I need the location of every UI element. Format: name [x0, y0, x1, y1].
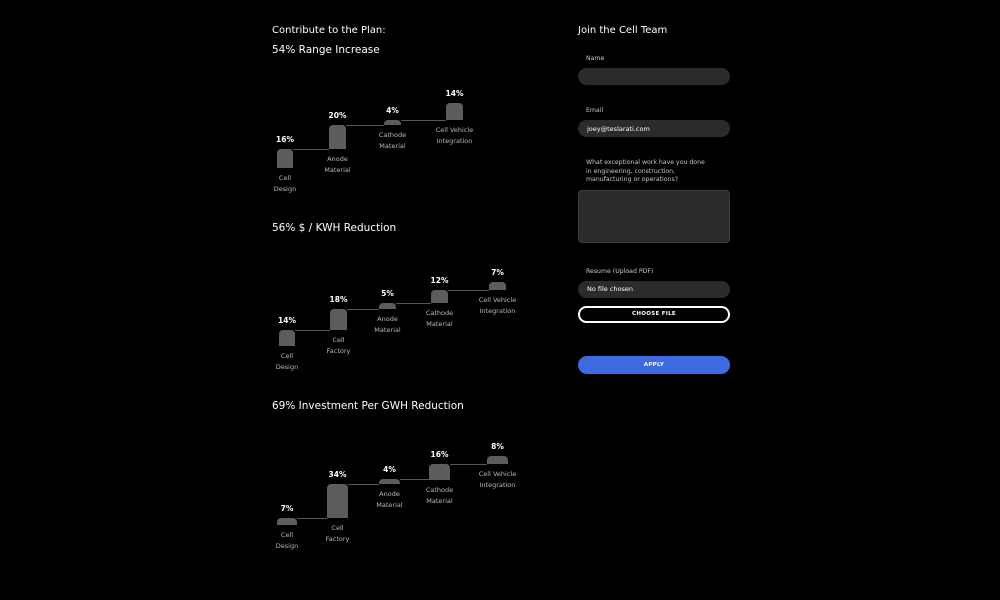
chart-category-label-line: Cell Vehicle	[478, 295, 517, 304]
chart-value-label: 14%	[445, 89, 464, 99]
chart-title-kwh: 56% $ / KWH Reduction	[272, 222, 397, 234]
chart-value-label: 12%	[430, 275, 449, 285]
chart-connector-line	[348, 484, 379, 485]
chart-category-label	[303, 523, 373, 545]
chart-category-label	[463, 295, 533, 317]
chart-category-label-line: Integration	[436, 137, 473, 145]
chart-value-label: 7%	[280, 504, 294, 513]
chart-value-label: 14%	[278, 315, 296, 325]
chart-bar	[489, 282, 506, 290]
chart-bar	[329, 125, 346, 149]
chart-category-label-line: Cathode	[425, 486, 454, 494]
chart-category-label-line: Design	[275, 363, 299, 371]
chart-category-label-line: Material	[426, 497, 453, 505]
chart-value-label: 16%	[430, 450, 449, 459]
file-status: No file chosen	[578, 281, 730, 298]
email-label: Email	[586, 107, 604, 114]
chart-value-label: 18%	[329, 295, 348, 305]
chart-connector-line	[396, 303, 431, 304]
chart-bar	[384, 120, 401, 125]
chart-category-label-line: Cell Vehicle	[435, 126, 474, 134]
name-input[interactable]	[578, 68, 730, 85]
experience-textarea[interactable]	[578, 190, 730, 243]
chart-category-label-line: Factory	[326, 346, 351, 355]
chart-connector-line	[450, 464, 487, 465]
chart-connector-line	[347, 309, 379, 310]
chart-category-label-line: Factory	[325, 535, 350, 543]
chart-bar	[379, 479, 400, 484]
chart-category-label-line: Anode	[377, 315, 398, 324]
chart-bar	[330, 309, 347, 330]
choose-file-button[interactable]: CHOOSE FILE	[578, 306, 730, 323]
chart-value-label: 8%	[491, 442, 504, 451]
chart-bar	[429, 464, 450, 480]
question-label	[586, 159, 705, 185]
chart-category-label-line: Cell	[280, 352, 294, 360]
chart-connector-line	[295, 330, 330, 331]
question-label-line: manufacturing or operations?	[586, 176, 678, 183]
chart-category-label-line: Cell Vehicle	[478, 470, 517, 478]
chart-connector-line	[401, 120, 446, 121]
chart-bar	[379, 303, 396, 309]
chart-bar	[431, 290, 448, 304]
chart-value-label: 20%	[328, 110, 347, 120]
resume-label: Resume (Upload PDF)	[586, 268, 654, 275]
plan-heading: Contribute to the Plan:	[272, 25, 386, 36]
chart-bar	[446, 103, 463, 120]
chart-category-label-line: Material	[324, 165, 351, 174]
chart-category-label-line: Cell	[331, 524, 344, 532]
chart-bar	[277, 518, 297, 525]
chart-category-label	[420, 125, 490, 147]
chart-bar	[279, 330, 295, 346]
chart-connector-line	[346, 125, 384, 126]
chart-category-label-line: Cathode	[425, 309, 454, 318]
chart-category-label-line: Design	[273, 185, 297, 193]
chart-category-label	[304, 335, 374, 357]
chart-category-label	[250, 173, 320, 195]
question-label-line: in engineering, construction,	[586, 167, 676, 175]
chart-category-label-line: Cell	[278, 174, 292, 182]
chart-category-label-line: Cathode	[378, 130, 407, 139]
chart-connector-line	[297, 518, 327, 519]
chart-category-label-line: Design	[275, 542, 299, 550]
chart-connector-line	[400, 479, 429, 480]
chart-category-label	[303, 154, 373, 176]
chart-bar	[277, 149, 293, 168]
question-label-line: What exceptional work have you done	[586, 159, 705, 166]
chart-category-label	[463, 469, 533, 491]
chart-category-label-line: Material	[426, 320, 453, 329]
chart-value-label: 4%	[383, 465, 396, 474]
email-input[interactable]	[578, 120, 730, 137]
chart-category-label-line: Material	[374, 326, 401, 335]
chart-category-label-line: Anode	[379, 490, 400, 498]
chart-value-label: 4%	[386, 105, 399, 115]
chart-category-label-line: Material	[376, 501, 403, 509]
chart-title-range: 54% Range Increase	[272, 44, 380, 56]
chart-category-label-line: Integration	[479, 306, 516, 315]
chart-value-label: 16%	[276, 134, 294, 144]
chart-connector-line	[448, 290, 489, 291]
chart-connector-line	[293, 149, 329, 150]
chart-value-label: 5%	[381, 289, 394, 299]
chart-value-label: 34%	[328, 470, 347, 479]
chart-value-label: 7%	[491, 267, 504, 277]
chart-bar	[487, 456, 508, 464]
chart-category-label-line: Cell	[280, 531, 294, 539]
chart-category-label-line: Material	[379, 141, 406, 150]
chart-category-label-line: Cell	[332, 335, 345, 344]
chart-bar	[327, 484, 348, 518]
chart-category-label-line: Integration	[479, 481, 516, 489]
chart-category-label	[358, 130, 428, 152]
chart-category-label-line: Anode	[327, 154, 348, 163]
apply-button[interactable]: APPLY	[578, 356, 730, 374]
chart-title-gwh: 69% Investment Per GWH Reduction	[272, 400, 464, 412]
name-label: Name	[586, 55, 605, 62]
form-heading: Join the Cell Team	[578, 25, 668, 36]
